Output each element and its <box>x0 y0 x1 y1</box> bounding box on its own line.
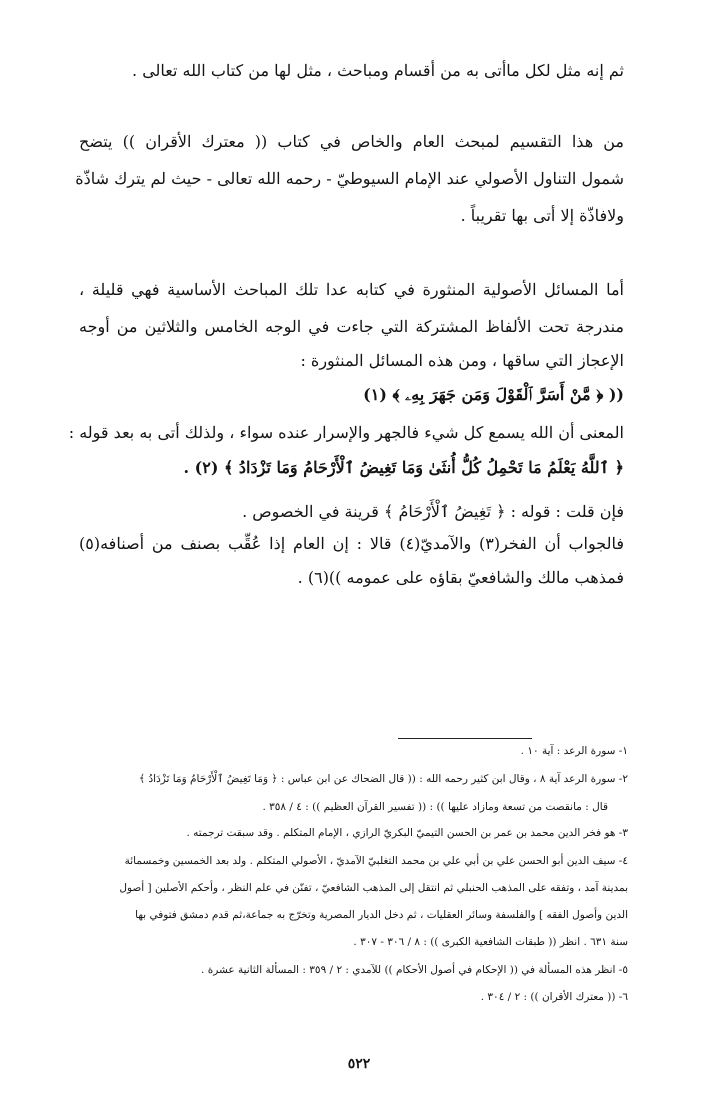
footnote-2-line-2: قال : مانقصت من تسعة ومازاد عليها )) : (( تفسير القرآن العظيم )) : ٤ / ٣٥٨ . <box>262 801 608 813</box>
paragraph-2-line-3: ولافاذّة إلا أتى بها تقريباً . <box>460 206 624 225</box>
paragraph-2-line-1: من هذا التقسيم لمبحث العام والخاص في كتاب (( معترك الأقران )) يتضح <box>79 132 624 151</box>
footnote-separator <box>398 738 532 739</box>
paragraph-3-line-8: فالجواب أن الفخر(٣) والآمديّ(٤) قالا : إن العام إذا عُقِّب بصنف من أصنافه(٥) <box>79 534 624 553</box>
paragraph-3-line-2: مندرجة تحت الألفاظ المشتركة التي جاءت في الوجه الخامس والثلاثين من أوجه <box>79 317 624 336</box>
footnote-1: ١- سورة الرعد : آية ١٠ . <box>520 745 628 757</box>
footnote-6: ٦- (( معترك الأقران )) : ٢ / ٣٠٤ . <box>480 991 628 1003</box>
footnote-3: ٣- هو فخر الدين محمد بن عمر بن الحسن التيميّ البكريّ الرازي ، الإمام المتكلم . وقد سبقت ترجمته . <box>186 827 628 839</box>
quran-verse-2: ﴿ ٱللَّهُ يَعْلَمُ مَا تَحْمِلُ كُلُّ أُنثَىٰ وَمَا تَغِيضُ ٱلْأَرْحَامُ وَمَا تَزْدَادُ ﴾ (٢) . <box>183 458 624 477</box>
footnote-4-line-4: سنة ٦٣١ . انظر (( طبقات الشافعية الكبرى )) : ٨ / ٣٠٦ - ٣٠٧ . <box>353 936 628 948</box>
paragraph-3-line-1: أما المسائل الأصولية المنثورة في كتابه عدا تلك المباحث الأساسية فهي قليلة ، <box>79 280 624 299</box>
paragraph-3-line-3: الإعجاز التي ساقها ، ومن هذه المسائل المنثورة : <box>300 351 624 370</box>
paragraph-2-line-2: شمول التناول الأصولي عند الإمام السيوطيّ - رحمه الله تعالى - حيث لم يترك شاذّة <box>75 169 624 188</box>
footnote-4-line-2: بمدينة آمد ، وتفقه على المذهب الحنبلي ثم انتقل إلى المذهب الشافعيّ ، تفنّن في علم النظر ، وأحكم الأصلين [ أصول <box>119 882 628 894</box>
paragraph-3-line-7: فإن قلت : قوله : ﴿ تَغِيضُ ٱلْأَرْحَامُ ﴾ قرينة في الخصوص . <box>242 502 624 521</box>
footnote-5: ٥- انظر هذه المسألة في (( الإحكام في أصول الأحكام )) للآمدي : ٢ / ٣٥٩ : المسألة الثانية عشرة . <box>201 964 628 976</box>
paragraph-3-line-5: المعنى أن الله يسمع كل شيء فالجهر والإسرار عنده سواء ، ولذلك أتى به بعد قوله : <box>68 423 624 442</box>
footnote-4-line-1: ٤- سيف الدين أبو الحسن علي بن أبي علي بن محمد التغلبيّ الآمديّ ، الأصولي المتكلم . ولد بعد الخمسين وخمسمائة <box>124 855 628 867</box>
quran-verse-1: (( ﴿ مَّنْ أَسَرَّ ٱلْقَوْلَ وَمَن جَهَرَ بِهِۦ ﴾ (١) <box>363 385 624 404</box>
paragraph-3-line-9: فمذهب مالك والشافعيّ بقاؤه على عمومه ))(٦) . <box>297 568 624 587</box>
footnote-4-line-3: الدين وأصول الفقه ] والفلسفة وسائر العقليات ، ثم دخل الديار المصرية وتخرّج به جماعة،ثم قدم دمشق فتوفي بها <box>135 909 628 921</box>
page-number: ٥٢٢ <box>347 1056 371 1072</box>
footnote-2-line-1: ٢- سورة الرعد آية ٨ ، وقال ابن كثير رحمه الله : (( قال الضحاك عن ابن عباس : ﴿ وَمَا تَغِيضُ ٱلْأَرْحَامُ وَمَا تَزْدَادُ ﴾ <box>139 773 628 785</box>
paragraph-1-line-1: ثم إنه مثل لكل ماأتى به من أقسام ومباحث ، مثل لها من كتاب الله تعالى . <box>132 61 624 80</box>
